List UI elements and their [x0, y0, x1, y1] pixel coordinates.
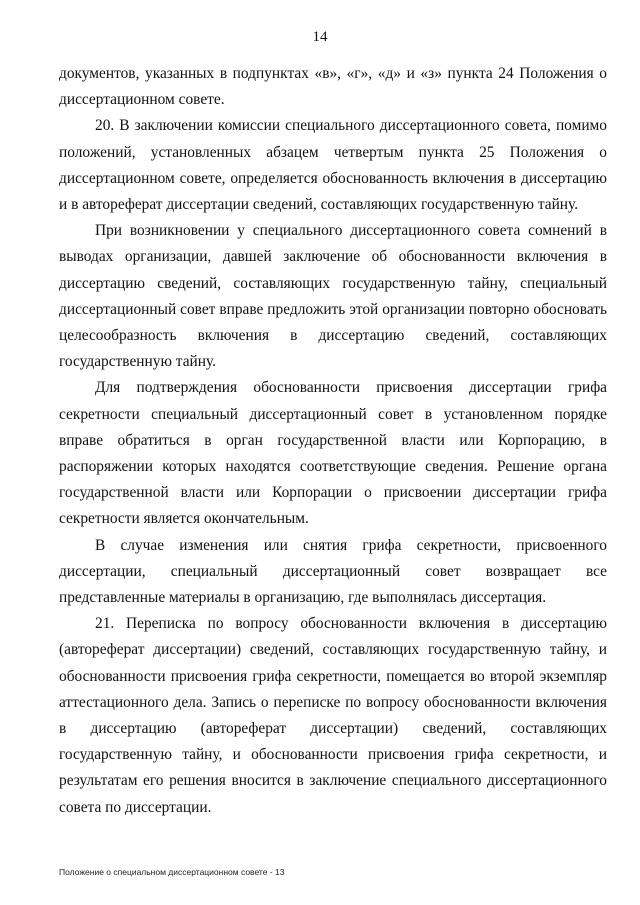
paragraph-text: При возникновении у специального диссертационного совета сомнений в выводах организации, давшей заключение об обоснованности включения в диссертацию сведений, составляющих государственную тайну, специальный диссертационный совет вправе предложить этой организации повторно обосновать целесообразность включения в диссертацию сведений, составляющих государственную тайну.: [59, 222, 607, 371]
paragraph-text: документов, указанных в подпунктах «в», «г», «д» и «з» пункта 24 Положения о диссертационном совете.: [59, 65, 607, 109]
paragraph-20: [59, 113, 607, 218]
paragraph-text: В случае изменения или снятия грифа секретности, присвоенного диссертации, специальный диссертационный совет возвращает все представленные материалы в организацию, где выполнялась диссертация.: [59, 536, 607, 607]
paragraph-text: 20. В заключении комиссии специального диссертационного совета, помимо положений, установленных абзацем четвертым пункта 25 Положения о диссертационном совете, определяется обоснованность включения в диссертацию и в автореферат диссертации сведений, составляющих государственную тайну.: [59, 117, 607, 214]
paragraph-doubts: [59, 218, 607, 375]
paragraph-21: [59, 611, 607, 821]
page-number: 14: [312, 29, 328, 45]
document-body: [59, 61, 607, 821]
paragraph-text: Для подтверждения обоснованности присвоения диссертации грифа секретности специальный диссертационный совет в установленном порядке вправе обратиться в орган государственной власти или Корпорацию, в распоряжении которых находятся соответствующие сведения. Решение органа государственной власти или Корпорации о присвоении диссертации грифа секретности является окончательным.: [59, 379, 607, 528]
paragraph-classification-change: [59, 533, 607, 612]
paragraph-text: 21. Переписка по вопросу обоснованности включения в диссертацию (автореферат диссертации) сведений, составляющих государственную тайну, и обоснованности присвоения грифа секретности, помещается во второй экземпляр аттестационного дела. Запись о переписке по вопросу обоснованности включения в диссертацию (автореферат диссертации) сведений, составляющих государственную тайну, и обоснованности присвоения грифа секретности, и результатам его решения вносится в заключение специального диссертационного совета по диссертации.: [59, 615, 607, 816]
page-footer: Положение о специальном диссертационном совете - 13: [59, 867, 285, 877]
paragraph-confirmation: [59, 375, 607, 532]
paragraph-continuation: [59, 61, 607, 113]
